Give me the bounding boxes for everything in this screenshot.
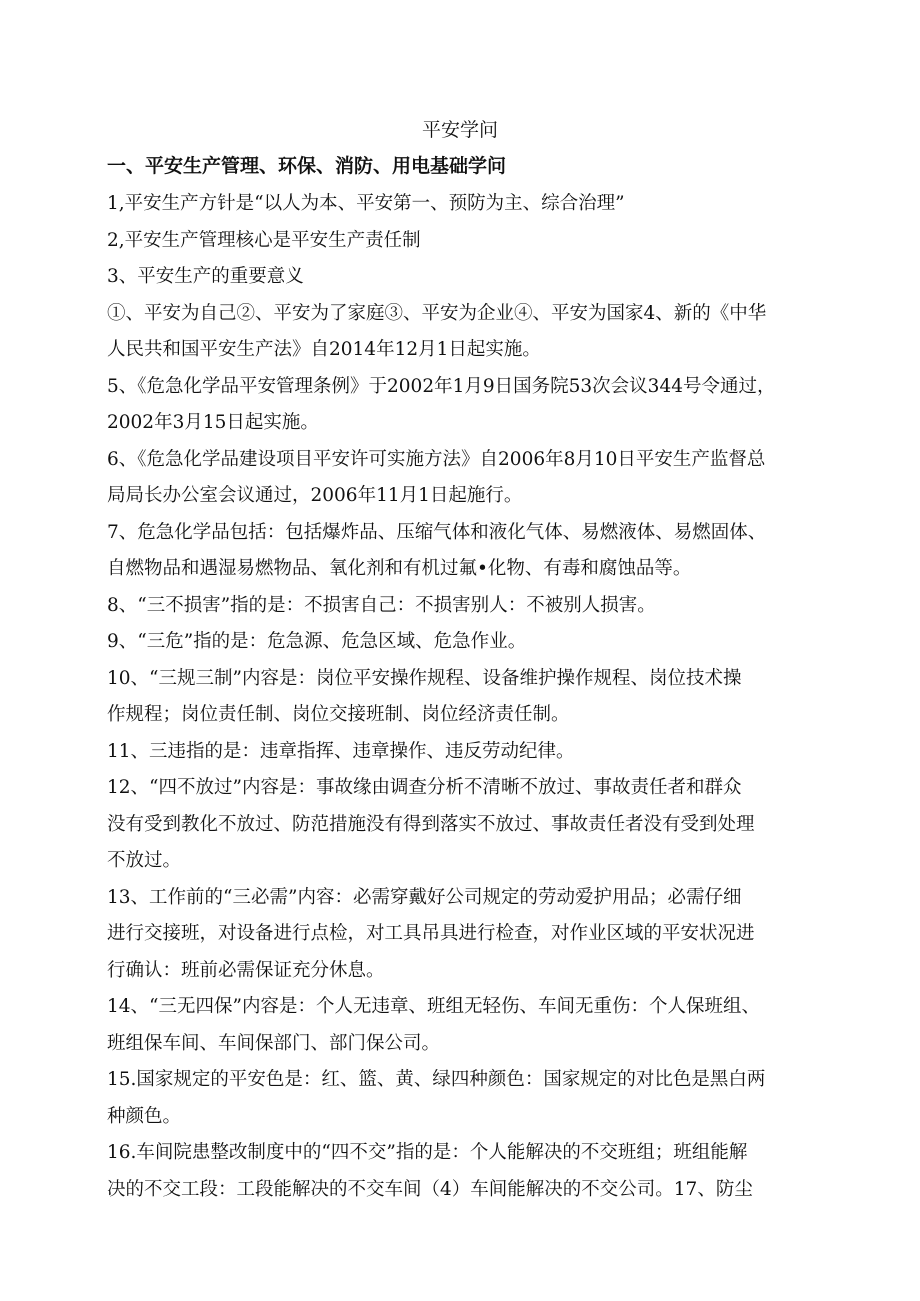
text-line: 自燃物品和遇湿易燃物品、氧化剂和有机过氟•化物、有毒和腐蚀品等。 [107,558,692,579]
text-line: 2,平安生产管理核心是平安生产责任制 [107,229,421,251]
text-line: 班组保车间、车间保部门、部门保公司。 [107,1032,441,1054]
paragraph [107,296,817,369]
paragraph [107,770,817,880]
text-line: 6、《危急化学品建设项目平安许可实施方法》自2006年8月10日平安生产监督总 [107,448,766,470]
document-body [107,186,817,1208]
text-line: 8、“三不损害”指的是：不损害自己：不损害别人：不被别人损害。 [107,594,656,616]
paragraph [107,259,817,296]
text-line: 7、危急化学品包括：包括爆炸品、压缩气体和液化气体、易燃液体、易燃固体、 [107,521,767,543]
text-line: 2002年3月15日起实施。 [107,412,319,433]
paragraph [107,624,817,661]
text-line: 10、“三规三制”内容是：岗位平安操作规程、设备维护操作规程、岗位技术操 [107,667,742,689]
text-line: 人民共和国平安生产法》自2014年12月1日起实施。 [107,339,541,360]
paragraph [107,223,817,260]
text-line: 5、《危急化学品平安管理条例》于2002年1月9日国务院53次会议344号令通过， [107,375,776,397]
text-line: 不放过。 [107,850,182,871]
paragraph [107,442,817,515]
document-title: 平安学问 [421,119,498,141]
text-line: 13、工作前的“三必需”内容：必需穿戴好公司规定的劳动爱护用品；必需仔细 [107,886,742,908]
paragraph [107,515,817,588]
text-line: 行确认：班前必需保证充分休息。 [107,959,385,981]
text-line: 15.国家规定的平安色是：红、篮、黄、绿四种颜色：国家规定的对比色是黑白两 [107,1069,766,1090]
text-line: 12、“四不放过”内容是：事故缘由调查分析不清晰不放过、事故责任者和群众 [107,777,742,798]
text-line: 作规程；岗位责任制、岗位交接班制、岗位经济责任制。 [107,704,570,725]
paragraph [107,734,817,771]
paragraph [107,661,817,734]
text-line: 没有受到教化不放过、防范措施没有得到落实不放过、事故责任者没有受到处理 [107,813,755,835]
section-heading: 一、平安生产管理、环保、消防、用电基础学问 [107,155,507,177]
text-line: 种颜色。 [107,1105,182,1127]
paragraph [107,880,817,990]
text-line: 9、“三危”指的是：危急源、危急区域、危急作业。 [107,631,527,652]
text-line: 11、三违指的是：违章指挥、违章操作、违反劳动纪律。 [107,740,575,762]
paragraph [107,989,817,1062]
text-line: 1,平安生产方针是“以人为本、平安第一、预防为主、综合治理” [107,193,625,214]
text-line: 决的不交工段：工段能解决的不交车间（4）车间能解决的不交公司。17、防尘 [107,1178,753,1200]
paragraph [107,588,817,625]
paragraph [107,1062,817,1135]
paragraph [107,369,817,442]
text-line: ①、平安为自己②、平安为了家庭③、平安为企业④、平安为国家4、新的《中华 [107,302,767,324]
text-line: 局局长办公室会议通过，2006年11月1日起施行。 [107,485,523,506]
paragraph [107,1135,817,1208]
text-line: 14、“三无四保”内容是：个人无违章、班组无轻伤、车间无重伤：个人保班组、 [107,996,760,1017]
text-line: 3、平安生产的重要意义 [107,266,304,287]
paragraph [107,186,817,223]
text-line: 16.车间院患整改制度中的“四不交”指的是：个人能解决的不交班组；班组能解 [107,1142,748,1163]
text-line: 进行交接班，对设备进行点检，对工具吊具进行检查，对作业区域的平安状况进 [107,923,755,944]
